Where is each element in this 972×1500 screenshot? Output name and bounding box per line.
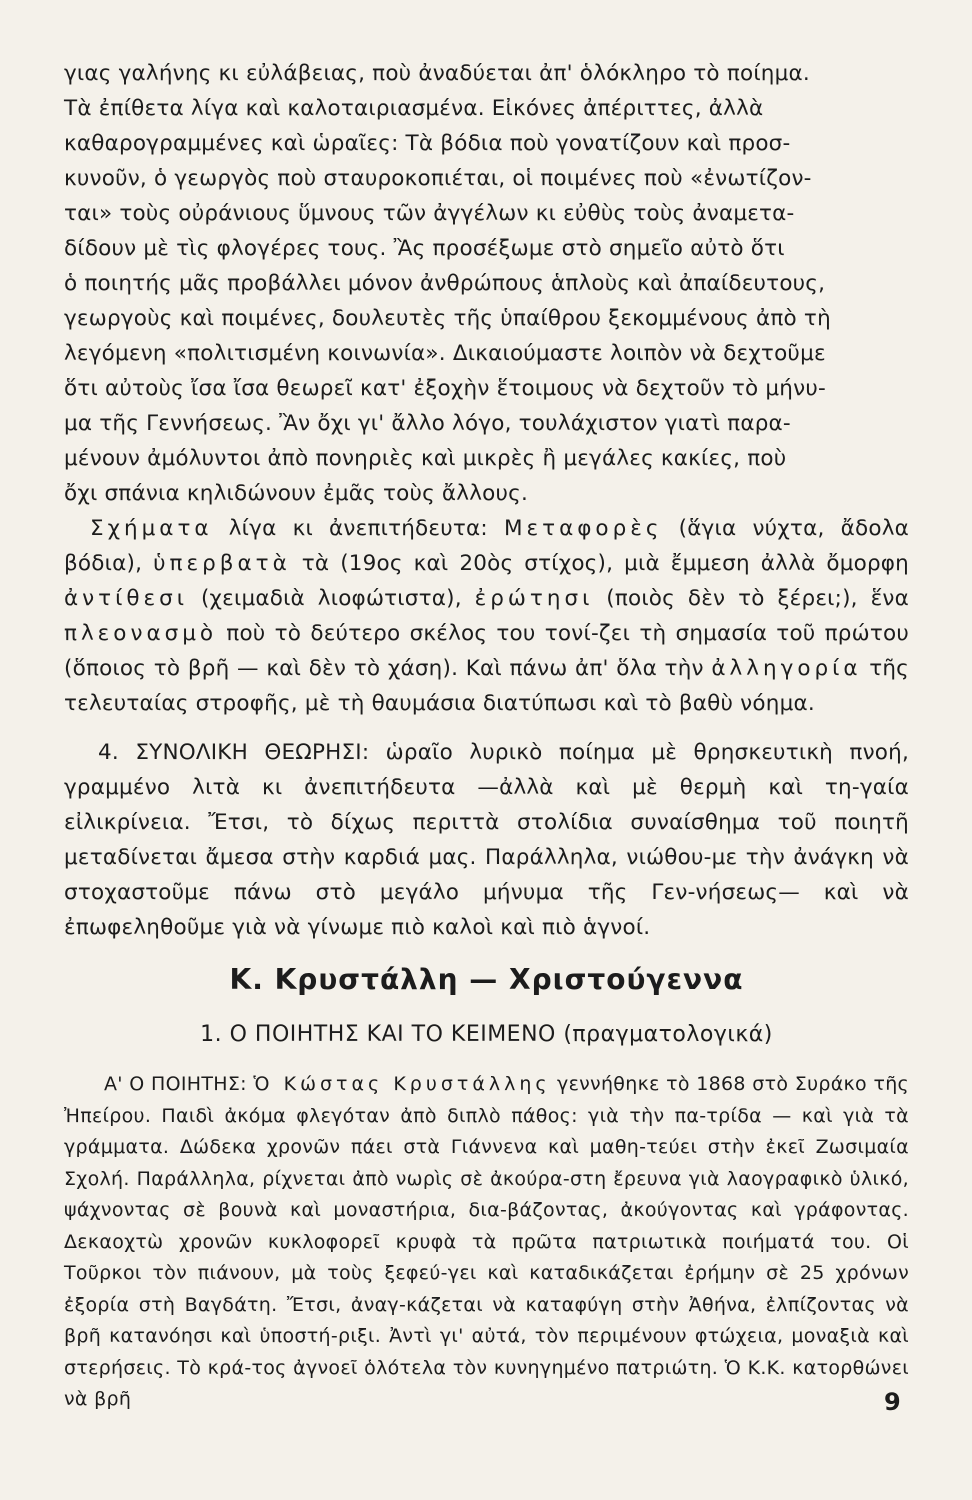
page-content [64, 56, 909, 1416]
term-allegoria: ἀλληγορία [711, 656, 862, 681]
term-erotisi: ἐρώτησι [474, 586, 594, 611]
text-line: λεγόμενη «πολιτισμένη κοινωνία». Δικαιούμαστε λοιπὸν νὰ δεχτοῦμε [64, 341, 826, 366]
text-line: δίδουν μὲ τὶς φλογέρες τους. Ἂς προσέξωμε στὸ σημεῖο αὐτὸ ὅτι [64, 236, 785, 261]
term-schemata: Σχήματα [90, 516, 213, 541]
text-run: τῆς τελευταίας στροφῆς, μὲ τὴ θαυμάσια διατύπωσι καὶ τὸ βαθὺ νόημα. [64, 656, 910, 716]
text-line: καθαρογραμμένες καὶ ὡραῖες: Τὰ βόδια ποὺ γονατίζουν καὶ προσ- [64, 131, 791, 156]
text-run: ποὺ τὸ δεύτερο σκέλος του τονί-ζει τὴ σημασία τοῦ πρώτου (ὅποιος τὸ βρῆ — καὶ δὲν τὸ χάση). Καὶ πάνω ἀπ' ὅλα τὴν [64, 621, 909, 681]
text-line: ὁ ποιητής μᾶς προβάλλει μόνον ἀνθρώπους ἁπλοὺς καὶ ἀπαίδευτους, [64, 271, 826, 296]
text-run: (ποιὸς δὲν τὸ ξέρει;), ἕνα [593, 586, 909, 611]
term-yperbata: ὑπερβατὰ [153, 551, 291, 576]
text-line: ὅτι αὐτοὺς ἴσα ἴσα θεωρεῖ κατ' ἐξοχὴν ἕτοιμους νὰ δεχτοῦν τὸ μήνυ- [64, 376, 826, 401]
term-metafores: Μεταφορὲς [503, 516, 663, 541]
text-line: ται» τοὺς οὐράνιους ὕμνους τῶν ἀγγέλων κι εὐθὺς τοὺς ἀναμετα- [64, 201, 795, 226]
text-line: Τὰ ἐπίθετα λίγα καὶ καλοταιριασμένα. Εἰκόνες ἀπέριττες, ἀλλὰ [64, 96, 764, 121]
section-title: Κ. Κρυστάλλη — Χριστούγεννα [229, 963, 744, 996]
text-line: μένουν ἀμόλυντοι ἀπὸ πονηριὲς καὶ μικρὲς ἢ μεγάλες κακίες, ποὺ [64, 446, 787, 471]
text-run: τὰ (19ος καὶ 20ὸς στίχος), μιὰ ἔμμεση ἀλλὰ ὄμορφη [290, 551, 909, 576]
text-run: (ἅγια νύχτα, ἄδολα βόδια), [64, 516, 909, 576]
bio-text: γεννήθηκε τὸ 1868 στὸ Συράκο τῆς Ἠπείρου. Παιδὶ ἀκόμα φλεγόταν ἀπὸ διπλὸ πάθος: γιὰ τὴν πα-τρίδα — καὶ γιὰ τὰ γράμματα. Δώδεκα χρονῶν πάει στὰ Γιάννενα καὶ μαθη-τεύει στὴν ἐκεῖ Ζωσιμαία Σχολή. Παράλληλα, ρίχνεται ἀπὸ νωρὶς σὲ ἀκούρα-στη ἔρευνα γιὰ λαογραφικὸ ὑλικό, ψάχνοντας σὲ βουνὰ καὶ μοναστήρια, δια-βάζοντας, ἀκούγοντας καὶ γράφοντας. Δεκαοχτὼ χρονῶν κυκλοφορεῖ κρυφὰ τὰ πρῶτα πατριωτικὰ ποιήματά του. Οἱ Τοῦρκοι τὸν πιάνουν, μὰ τοὺς ξεφεύ-γει καὶ καταδικάζεται ἐρήμην σὲ 25 χρόνων ἐξορία στὴ Βαγδάτη. Ἔτσι, ἀναγ-κάζεται νὰ καταφύγη στὴν Ἀθήνα, ἐλπίζοντας νὰ βρῆ κατανόησι καὶ ὑποστή-ριξι. Ἀντὶ γι' αὐτά, τὸν περιμένουν φτώχεια, μοναξιὰ καὶ στερήσεις. Τὸ κρά-τος ἀγνοεῖ ὁλότελα τὸν κυνηγημένο πατριώτη. Ὁ Κ.Κ. κατορθώνει νὰ βρῆ [64, 1073, 909, 1410]
text-run: λίγα κι ἀνεπιτήδευτα: [212, 516, 504, 541]
summary-text: : ὡραῖο λυρικὸ ποίημα μὲ θρησκευτικὴ πνοή, γραμμένο λιτὰ κι ἀνεπιτήδευτα —ἀλλὰ καὶ μὲ θερμὴ καὶ τη-γαία εἰλικρίνεια. Ἔτσι, τὸ δίχως περιττὰ στολίδια συναίσθημα τοῦ ποιητῆ μεταδίνεται ἄμεσα στὴν καρδιά μας. Παράλληλα, νιώθου-με τὴν ἀνάγκη νὰ στοχαστοῦμε πάνω στὸ μεγάλο μήνυμα τῆς Γεν-νήσεως— καὶ νὰ ἐπωφεληθοῦμε γιὰ νὰ γίνωμε πιὸ καλοὶ καὶ πιὸ ἁγνοί. [64, 740, 910, 940]
text-line: ὄχι σπάνια κηλιδώνουν ἐμᾶς τοὺς ἄλλους. [64, 481, 529, 506]
text-line: κυνοῦν, ὁ γεωργὸς ποὺ σταυροκοπιέται, οἱ ποιμένες ποὺ «ἐνωτίζον- [64, 166, 812, 191]
bio-name: Ὁ Κώστας Κρυστάλλης [253, 1073, 551, 1095]
section-subtitle: 1. Ο ΠΟΙΗΤΗΣ ΚΑΙ ΤΟ ΚΕΙΜΕΝΟ (πραγματολογικά) [200, 1022, 773, 1047]
text-line: γεωργοὺς καὶ ποιμένες, δουλευτὲς τῆς ὑπαίθρου ξεκομμένους ἀπὸ τὴ [64, 306, 831, 331]
bio-label: Α' Ο ΠΟΙΗΤΗΣ: [104, 1073, 254, 1095]
summary-label: 4. ΣΥΝΟΛΙΚΗ ΘΕΩΡΗΣΙ [98, 740, 362, 765]
term-pleonasmos: πλεονασμὸ [64, 621, 218, 646]
figures-paragraph [64, 511, 909, 721]
bio-paragraph [64, 1069, 909, 1416]
text-line: γιας γαλήνης κι εὐλάβειας, ποὺ ἀναδύεται ἀπ' ὁλόκληρο τὸ ποίημα. [64, 61, 810, 86]
summary-paragraph [64, 735, 909, 945]
term-antithesi: ἀντίθεσι [64, 586, 189, 611]
page-number: 9 [884, 1388, 901, 1416]
text-run: (χειμαδιὰ λιοφώτιστα), [188, 586, 475, 611]
text-line: μα τῆς Γεννήσεως. Ἂν ὄχι γι' ἄλλο λόγο, τουλάχιστον γιατὶ παρα- [64, 411, 791, 436]
analysis-paragraph [64, 56, 909, 721]
